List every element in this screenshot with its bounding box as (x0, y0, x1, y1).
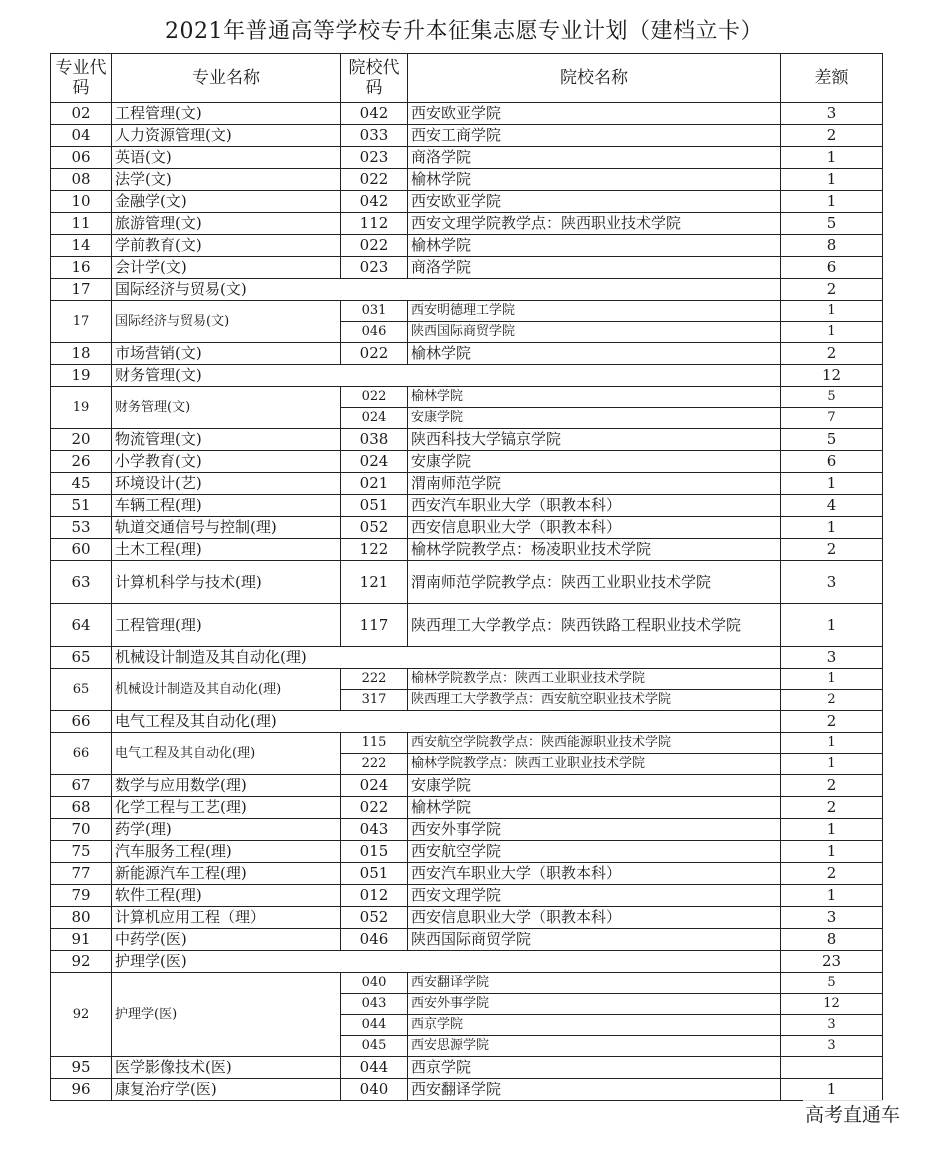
quota-cell: 6 (781, 257, 883, 279)
school-code-cell: 023 (341, 147, 408, 169)
school-name-cell: 榆林学院教学点：杨凌职业技术学院 (408, 539, 781, 561)
school-code-cell: 015 (341, 841, 408, 863)
quota-cell: 3 (781, 1015, 883, 1036)
school-code-cell: 052 (341, 517, 408, 539)
quota-cell: 1 (781, 473, 883, 495)
page-title: 2021年普通高等学校专升本征集志愿专业计划（建档立卡） (165, 19, 763, 44)
quota-cell: 1 (781, 669, 883, 690)
major-name-cell: 法学(文) (112, 169, 341, 191)
school-code-cell: 121 (341, 561, 408, 604)
major-code-cell: 65 (51, 669, 112, 711)
table-row-subtotal (51, 279, 883, 301)
school-code-cell: 043 (341, 994, 408, 1015)
school-name-cell: 西安文理学院 (408, 885, 781, 907)
table-row-subtotal (51, 365, 883, 387)
major-name-cell: 电气工程及其自动化(理) (112, 711, 781, 733)
major-name-cell: 轨道交通信号与控制(理) (112, 517, 341, 539)
table-row (51, 841, 883, 863)
school-code-cell: 122 (341, 539, 408, 561)
quota-cell: 2 (781, 711, 883, 733)
major-name-cell: 学前教育(文) (112, 235, 341, 257)
school-name-cell: 榆林学院教学点：陕西工业职业技术学院 (408, 669, 781, 690)
major-name-cell: 机械设计制造及其自动化(理) (112, 647, 781, 669)
table-row (51, 907, 883, 929)
quota-cell: 2 (781, 539, 883, 561)
major-code-cell: 79 (51, 885, 112, 907)
table-row (51, 973, 883, 994)
quota-cell: 1 (781, 301, 883, 322)
school-name-cell: 西安外事学院 (408, 819, 781, 841)
header-quota: 差额 (781, 54, 883, 103)
quota-cell: 3 (781, 907, 883, 929)
quota-cell: 4 (781, 495, 883, 517)
major-name-cell: 化学工程与工艺(理) (112, 797, 341, 819)
school-code-cell: 046 (341, 929, 408, 951)
school-code-cell: 043 (341, 819, 408, 841)
quota-cell: 2 (781, 279, 883, 301)
school-name-cell: 陕西国际商贸学院 (408, 929, 781, 951)
school-code-cell: 024 (341, 451, 408, 473)
major-name-cell: 护理学(医) (112, 951, 781, 973)
school-code-cell: 222 (341, 669, 408, 690)
quota-cell: 1 (781, 604, 883, 647)
table-row (51, 429, 883, 451)
school-name-cell: 榆林学院教学点：陕西工业职业技术学院 (408, 754, 781, 775)
major-name-cell: 国际经济与贸易(文) (112, 301, 341, 343)
school-name-cell: 西安信息职业大学（职教本科） (408, 907, 781, 929)
plan-table (50, 53, 883, 1101)
table-row (51, 495, 883, 517)
school-code-cell: 044 (341, 1015, 408, 1036)
school-name-cell: 商洛学院 (408, 147, 781, 169)
quota-cell: 1 (781, 733, 883, 754)
quota-cell: 12 (781, 994, 883, 1015)
major-name-cell: 人力资源管理(文) (112, 125, 341, 147)
quota-cell: 1 (781, 754, 883, 775)
quota-cell: 5 (781, 973, 883, 994)
major-name-cell: 电气工程及其自动化(理) (112, 733, 341, 775)
school-name-cell: 西安航空学院教学点：陕西能源职业技术学院 (408, 733, 781, 754)
school-name-cell: 商洛学院 (408, 257, 781, 279)
table-row-subtotal (51, 711, 883, 733)
major-name-cell: 市场营销(文) (112, 343, 341, 365)
table-row (51, 213, 883, 235)
school-name-cell: 渭南师范学院 (408, 473, 781, 495)
table-row (51, 451, 883, 473)
school-code-cell: 115 (341, 733, 408, 754)
school-code-cell: 033 (341, 125, 408, 147)
major-code-cell: 04 (51, 125, 112, 147)
major-code-cell: 91 (51, 929, 112, 951)
major-name-cell: 计算机应用工程（理） (112, 907, 341, 929)
major-code-cell: 80 (51, 907, 112, 929)
school-code-cell: 112 (341, 213, 408, 235)
table-row (51, 1079, 883, 1101)
major-code-cell: 19 (51, 387, 112, 429)
school-name-cell: 西安航空学院 (408, 841, 781, 863)
school-name-cell: 西京学院 (408, 1057, 781, 1079)
school-code-cell: 051 (341, 863, 408, 885)
major-code-cell: 92 (51, 951, 112, 973)
major-name-cell: 英语(文) (112, 147, 341, 169)
major-code-cell: 45 (51, 473, 112, 495)
major-code-cell: 68 (51, 797, 112, 819)
major-name-cell: 中药学(医) (112, 929, 341, 951)
quota-cell: 5 (781, 429, 883, 451)
major-name-cell: 计算机科学与技术(理) (112, 561, 341, 604)
major-name-cell: 汽车服务工程(理) (112, 841, 341, 863)
school-name-cell: 榆林学院 (408, 797, 781, 819)
school-name-cell: 陕西理工大学教学点：陕西铁路工程职业技术学院 (408, 604, 781, 647)
major-name-cell: 机械设计制造及其自动化(理) (112, 669, 341, 711)
major-code-cell: 66 (51, 733, 112, 775)
table-header-row (51, 54, 883, 103)
major-code-cell: 19 (51, 365, 112, 387)
school-name-cell: 陕西科技大学镐京学院 (408, 429, 781, 451)
quota-cell: 1 (781, 517, 883, 539)
major-code-cell: 96 (51, 1079, 112, 1101)
major-name-cell: 数学与应用数学(理) (112, 775, 341, 797)
major-code-cell: 64 (51, 604, 112, 647)
major-code-cell: 95 (51, 1057, 112, 1079)
major-name-cell: 护理学(医) (112, 973, 341, 1057)
quota-cell (781, 1057, 883, 1079)
major-code-cell: 26 (51, 451, 112, 473)
school-name-cell: 西安文理学院教学点：陕西职业技术学院 (408, 213, 781, 235)
quota-cell: 5 (781, 387, 883, 408)
school-name-cell: 西安工商学院 (408, 125, 781, 147)
major-name-cell: 小学教育(文) (112, 451, 341, 473)
school-name-cell: 西京学院 (408, 1015, 781, 1036)
major-code-cell: 14 (51, 235, 112, 257)
table-row (51, 473, 883, 495)
table-row (51, 191, 883, 213)
header-major-code: 专业代码 (51, 54, 112, 103)
table-row (51, 539, 883, 561)
quota-cell: 1 (781, 885, 883, 907)
quota-cell: 12 (781, 365, 883, 387)
major-code-cell: 20 (51, 429, 112, 451)
major-name-cell: 工程管理(文) (112, 103, 341, 125)
table-row (51, 604, 883, 647)
school-name-cell: 安康学院 (408, 451, 781, 473)
major-name-cell: 康复治疗学(医) (112, 1079, 341, 1101)
school-code-cell: 046 (341, 322, 408, 343)
school-code-cell: 045 (341, 1036, 408, 1057)
major-name-cell: 车辆工程(理) (112, 495, 341, 517)
major-name-cell: 软件工程(理) (112, 885, 341, 907)
major-name-cell: 药学(理) (112, 819, 341, 841)
school-code-cell: 044 (341, 1057, 408, 1079)
table-row (51, 1057, 883, 1079)
watermark: 高考直通车 (803, 1100, 902, 1127)
table-row (51, 775, 883, 797)
school-name-cell: 西安思源学院 (408, 1036, 781, 1057)
major-code-cell: 63 (51, 561, 112, 604)
school-name-cell: 安康学院 (408, 775, 781, 797)
major-name-cell: 国际经济与贸易(文) (112, 279, 781, 301)
school-name-cell: 榆林学院 (408, 387, 781, 408)
table-row (51, 343, 883, 365)
table-row (51, 517, 883, 539)
table-row (51, 797, 883, 819)
major-name-cell: 财务管理(文) (112, 387, 341, 429)
school-code-cell: 012 (341, 885, 408, 907)
school-code-cell: 022 (341, 235, 408, 257)
table-row (51, 125, 883, 147)
table-row (51, 819, 883, 841)
table-row (51, 387, 883, 408)
table-row (51, 235, 883, 257)
school-name-cell: 西安欧亚学院 (408, 191, 781, 213)
major-name-cell: 财务管理(文) (112, 365, 781, 387)
school-code-cell: 117 (341, 604, 408, 647)
school-code-cell: 022 (341, 343, 408, 365)
school-code-cell: 022 (341, 797, 408, 819)
school-name-cell: 西安翻译学院 (408, 1079, 781, 1101)
quota-cell: 5 (781, 213, 883, 235)
major-name-cell: 工程管理(理) (112, 604, 341, 647)
table-row-subtotal (51, 647, 883, 669)
quota-cell: 3 (781, 1036, 883, 1057)
major-code-cell: 18 (51, 343, 112, 365)
table-row (51, 103, 883, 125)
major-code-cell: 65 (51, 647, 112, 669)
header-school-code: 院校代码 (341, 54, 408, 103)
school-code-cell: 024 (341, 408, 408, 429)
major-code-cell: 06 (51, 147, 112, 169)
major-code-cell: 66 (51, 711, 112, 733)
quota-cell: 2 (781, 690, 883, 711)
major-name-cell: 物流管理(文) (112, 429, 341, 451)
school-code-cell: 040 (341, 973, 408, 994)
school-code-cell: 024 (341, 775, 408, 797)
table-row-subtotal (51, 951, 883, 973)
school-name-cell: 渭南师范学院教学点：陕西工业职业技术学院 (408, 561, 781, 604)
quota-cell: 7 (781, 408, 883, 429)
table-row (51, 669, 883, 690)
school-name-cell: 安康学院 (408, 408, 781, 429)
school-code-cell: 038 (341, 429, 408, 451)
school-name-cell: 榆林学院 (408, 343, 781, 365)
school-code-cell: 021 (341, 473, 408, 495)
header-major-name: 专业名称 (112, 54, 341, 103)
quota-cell: 1 (781, 169, 883, 191)
quota-cell: 8 (781, 929, 883, 951)
quota-cell: 1 (781, 1079, 883, 1101)
major-code-cell: 77 (51, 863, 112, 885)
quota-cell: 1 (781, 819, 883, 841)
major-code-cell: 51 (51, 495, 112, 517)
quota-cell: 1 (781, 191, 883, 213)
major-name-cell: 土木工程(理) (112, 539, 341, 561)
major-name-cell: 环境设计(艺) (112, 473, 341, 495)
school-name-cell: 陕西国际商贸学院 (408, 322, 781, 343)
table-body (51, 103, 883, 1101)
header-school-name: 院校名称 (408, 54, 781, 103)
quota-cell: 1 (781, 322, 883, 343)
major-code-cell: 10 (51, 191, 112, 213)
school-code-cell: 222 (341, 754, 408, 775)
major-code-cell: 70 (51, 819, 112, 841)
table-row (51, 929, 883, 951)
major-name-cell: 医学影像技术(医) (112, 1057, 341, 1079)
school-name-cell: 榆林学院 (408, 235, 781, 257)
quota-cell: 3 (781, 103, 883, 125)
major-code-cell: 11 (51, 213, 112, 235)
quota-cell: 2 (781, 125, 883, 147)
table-row (51, 147, 883, 169)
quota-cell: 3 (781, 561, 883, 604)
school-name-cell: 陕西理工大学教学点：西安航空职业技术学院 (408, 690, 781, 711)
school-name-cell: 榆林学院 (408, 169, 781, 191)
school-name-cell: 西安信息职业大学（职教本科） (408, 517, 781, 539)
school-name-cell: 西安欧亚学院 (408, 103, 781, 125)
school-code-cell: 031 (341, 301, 408, 322)
table-row (51, 863, 883, 885)
table-row (51, 885, 883, 907)
school-name-cell: 西安外事学院 (408, 994, 781, 1015)
quota-cell: 1 (781, 841, 883, 863)
table-row (51, 561, 883, 604)
major-code-cell: 08 (51, 169, 112, 191)
major-code-cell: 60 (51, 539, 112, 561)
school-code-cell: 317 (341, 690, 408, 711)
school-code-cell: 042 (341, 103, 408, 125)
major-code-cell: 16 (51, 257, 112, 279)
school-code-cell: 022 (341, 169, 408, 191)
quota-cell: 2 (781, 775, 883, 797)
table-row (51, 169, 883, 191)
table-row (51, 257, 883, 279)
major-code-cell: 02 (51, 103, 112, 125)
major-code-cell: 92 (51, 973, 112, 1057)
major-code-cell: 67 (51, 775, 112, 797)
school-name-cell: 西安明德理工学院 (408, 301, 781, 322)
school-code-cell: 052 (341, 907, 408, 929)
school-code-cell: 040 (341, 1079, 408, 1101)
major-name-cell: 旅游管理(文) (112, 213, 341, 235)
major-name-cell: 金融学(文) (112, 191, 341, 213)
school-code-cell: 042 (341, 191, 408, 213)
school-code-cell: 023 (341, 257, 408, 279)
major-name-cell: 新能源汽车工程(理) (112, 863, 341, 885)
major-code-cell: 17 (51, 279, 112, 301)
major-code-cell: 53 (51, 517, 112, 539)
quota-cell: 3 (781, 647, 883, 669)
quota-cell: 1 (781, 147, 883, 169)
quota-cell: 2 (781, 797, 883, 819)
school-name-cell: 西安汽车职业大学（职教本科） (408, 495, 781, 517)
school-code-cell: 051 (341, 495, 408, 517)
quota-cell: 2 (781, 343, 883, 365)
quota-cell: 8 (781, 235, 883, 257)
major-name-cell: 会计学(文) (112, 257, 341, 279)
school-name-cell: 西安汽车职业大学（职教本科） (408, 863, 781, 885)
quota-cell: 23 (781, 951, 883, 973)
table-row (51, 301, 883, 322)
school-name-cell: 西安翻译学院 (408, 973, 781, 994)
school-code-cell: 022 (341, 387, 408, 408)
major-code-cell: 17 (51, 301, 112, 343)
major-code-cell: 75 (51, 841, 112, 863)
table-row (51, 733, 883, 754)
quota-cell: 6 (781, 451, 883, 473)
quota-cell: 2 (781, 863, 883, 885)
